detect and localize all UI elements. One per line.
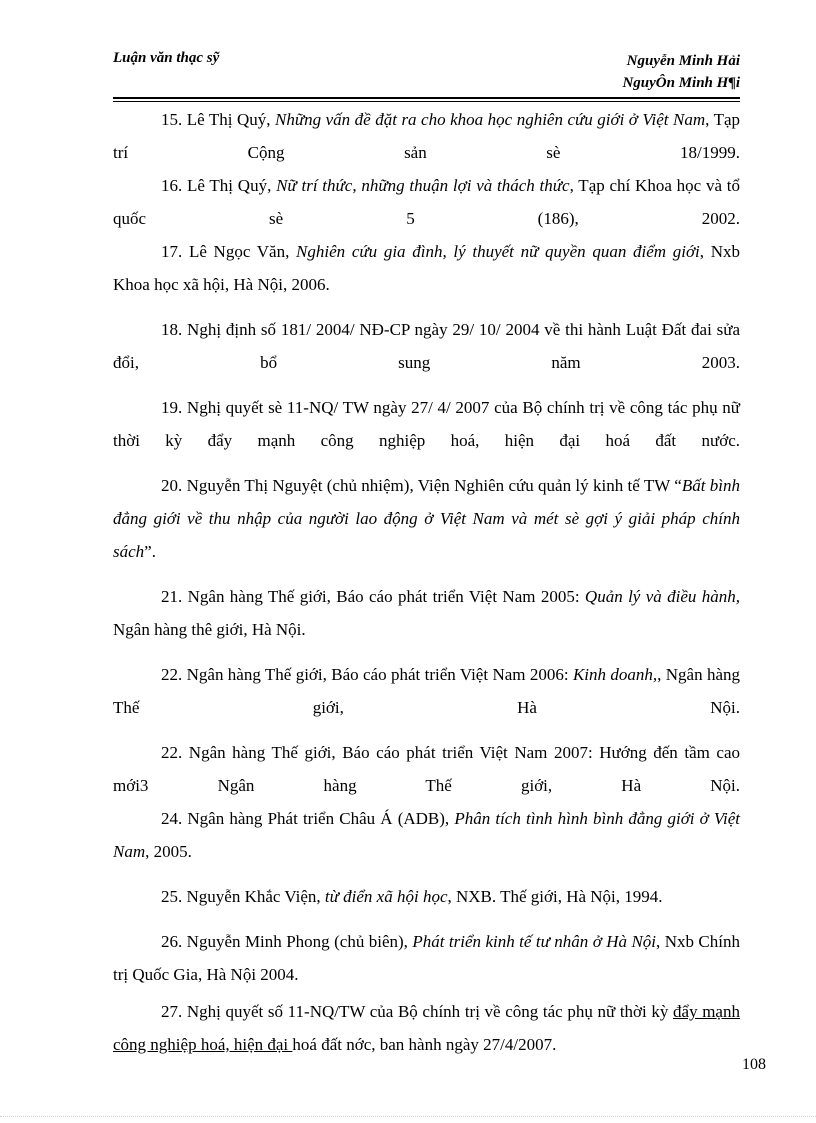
reference-entry [113,925,740,991]
reference-text: 22. Ngân hàng Thế giới, Báo cáo phát triển Việt Nam 2006: [161,665,573,684]
reference-title: Nữ trí thức, những thuận lợi và thách thức [276,176,570,195]
page-header-right [622,50,740,94]
header-rule-thick [113,97,740,99]
reference-text: 19. Nghị quyết sè 11-NQ/ TW ngày 27/ 4/ 2007 của Bộ chính trị về công tác phụ nữ thời kỳ đẩy mạnh công nghiệp hoá, hiện đại hoá đất nước. [113,398,740,450]
reference-text: 25. Nguyễn Khắc Viện, [161,887,325,906]
reference-text: Ngân hàng thê giới, Hà Nội. [113,620,306,639]
reference-title: Kinh doanh, [572,665,658,684]
reference-text: , 2005. [145,842,192,861]
reference-text: , Tạp trí Cộng sản sè 18/1999. [113,110,740,162]
reference-entry [113,580,740,646]
reference-text: , NXB. Thế giới, Hà Nội, 1994. [447,887,663,906]
reference-entry [113,469,740,568]
reference-text: 26. Nguyễn Minh Phong (chủ biên), [161,932,413,951]
page-header-left: Luận văn thạc sỹ [113,50,220,66]
footer-divider [0,1116,816,1117]
reference-text: , Nxb Chính trị Quốc Gia, Hà Nội 2004. [113,932,740,984]
reference-text: hoá đất nớc, ban hành ngày 27/4/2007. [292,1035,557,1054]
reference-title: Nghiên cứu gia đình, lý thuyết nữ quyền quan điểm giới [296,242,700,261]
reference-text: 17. Lê Ngọc Văn, [161,242,297,261]
reference-list [113,103,740,1061]
page-number: 108 [742,1056,766,1073]
reference-entry [113,658,740,724]
author-name-garbled: NguyÔn Minh H¶i [622,75,740,91]
reference-title: Phát triển kinh tế tư nhân ở Hà Nội [412,932,657,951]
reference-entry [113,802,740,868]
reference-title: Bất bình đẳng giới về thu nhập của người lao động ở Việt Nam và mét sè gợi ý giải pháp chính sách [113,476,740,561]
reference-text: , Ngân hàng Thế giới, Hà Nội. [113,665,740,717]
reference-text: 24. Ngân hàng Phát triển Châu Á (ADB), [161,809,455,828]
reference-title: từ điển xã hội học [324,887,448,906]
reference-text: 16. Lê Thị Quý, [161,176,277,195]
reference-entry [113,313,740,379]
reference-entry [113,103,740,169]
author-name: Nguyễn Minh Hải [626,53,740,69]
reference-title: Những vấn đề đặt ra cho khoa học nghiên cứu giới ở Việt Nam [275,110,706,129]
reference-text: , Tạp chí Khoa học và tổ quốc sè 5 (186), 2002. [113,176,740,228]
reference-title: Quản lý và điều hành, [584,587,740,606]
reference-text: 22. Ngân hàng Thế giới, Báo cáo phát triển Việt Nam 2007: Hướng đến tầm cao mới3 Ngân hàng Thế giới, Hà Nội. [113,743,740,795]
reference-text: 20. Nguyễn Thị Nguyệt (chủ nhiệm), Viện Nghiên cứu quản lý kinh tế TW “ [161,476,682,495]
reference-entry [113,169,740,235]
reference-entry [113,736,740,802]
reference-text: 21. Ngân hàng Thế giới, Báo cáo phát triển Việt Nam 2005: [161,587,585,606]
reference-title: Phân tích tình hình bình đẳng giới ở Việt Nam [113,809,740,861]
reference-entry [113,880,740,913]
reference-text: ”. [144,542,156,561]
header-rule-thin [113,101,740,102]
reference-text: 15. Lê Thị Quý, [161,110,276,129]
reference-text: 27. Nghị quyết số 11-NQ/TW của Bộ chính trị về công tác phụ nữ thời kỳ [161,1002,674,1021]
reference-text: , Nxb Khoa học xã hội, Hà Nội, 2006. [113,242,740,294]
reference-entry [113,391,740,457]
reference-entry [113,995,740,1061]
reference-text: 18. Nghị định số 181/ 2004/ NĐ-CP ngày 29/ 10/ 2004 về thi hành Luật Đất đai sửa đổi, bổ sung năm 2003. [113,320,740,372]
underlined-text: đẩy mạnh công nghiệp hoá, hiện đại [113,1002,740,1054]
reference-entry [113,235,740,301]
